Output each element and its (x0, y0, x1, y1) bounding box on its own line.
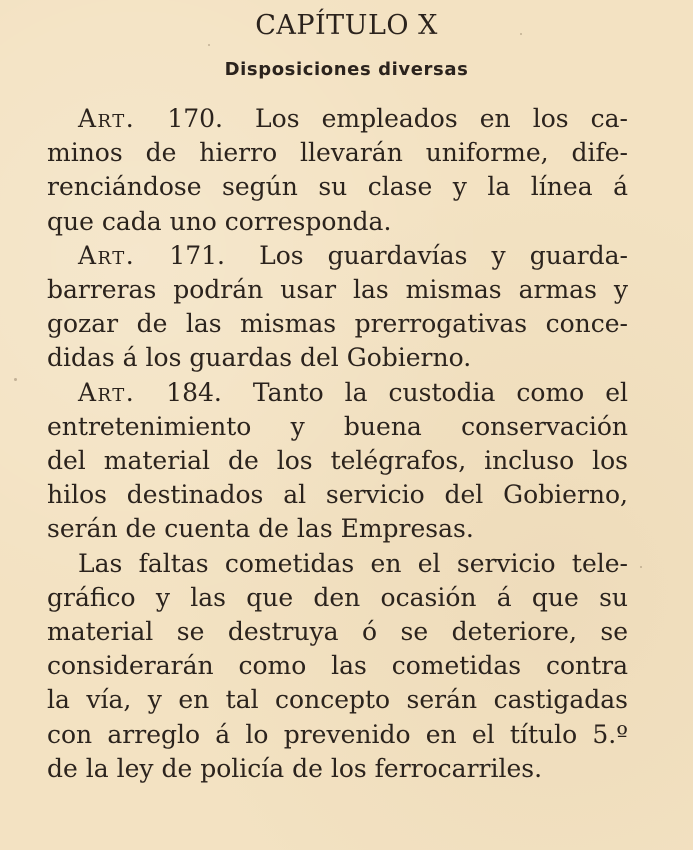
article-line: gozar de las mismas prerrogativas conce- (47, 309, 628, 339)
article-line: hilos destinados al servicio del Gobierno, (47, 480, 628, 510)
closing-line: considerarán como las cometidas contra (47, 651, 628, 681)
article-label: Art. (78, 377, 136, 407)
article-label: Art. (78, 104, 136, 133)
closing-line: Las faltas cometidas en el servicio tele- (78, 548, 628, 578)
article-line: del material de los telégrafos, incluso los (47, 446, 628, 476)
article-text: Los empleados en los ca- (255, 104, 628, 133)
article-number: 184. (166, 377, 222, 407)
closing-line: gráfico y las que den ocasión á que su (47, 582, 628, 612)
article-171-line-1 (47, 239, 628, 273)
paper-speck (520, 33, 522, 35)
article-184-line-1 (47, 376, 628, 410)
article-text: Tanto la custodia como el (252, 377, 628, 407)
article-line: renciándose según su clase y la línea á (47, 172, 628, 202)
closing-line: de la ley de policía de los ferrocarriles. (47, 753, 543, 783)
article-number: 170. (167, 104, 223, 133)
paper-speck (14, 378, 17, 381)
article-line: minos de hierro llevarán uniforme, dife- (47, 138, 628, 168)
article-text: Los guardavías y guarda- (259, 240, 629, 270)
closing-line: con arreglo á lo prevenido en el título 5.º (47, 719, 628, 749)
article-label: Art. (78, 240, 136, 270)
closing-line: la vía, y en tal concepto serán castigadas (47, 685, 628, 715)
article-line: barreras podrán usar las mismas armas y (47, 275, 628, 305)
closing-line: material se destruya ó se deteriore, se (47, 617, 628, 647)
chapter-subtitle: Disposiciones diversas (224, 59, 469, 80)
article-number: 171. (169, 240, 226, 270)
article-line: entretenimiento y buena conservación (47, 411, 628, 441)
page-body (47, 102, 628, 786)
article-line: didas á los guardas del Gobierno. (47, 343, 472, 373)
article-line: que cada uno corresponda. (47, 206, 392, 236)
paper-speck (208, 44, 210, 46)
article-170-line-1 (47, 102, 628, 136)
paper-speck (640, 566, 642, 568)
chapter-title: CAPÍTULO X (255, 10, 438, 41)
article-line: serán de cuenta de las Empresas. (47, 514, 474, 544)
